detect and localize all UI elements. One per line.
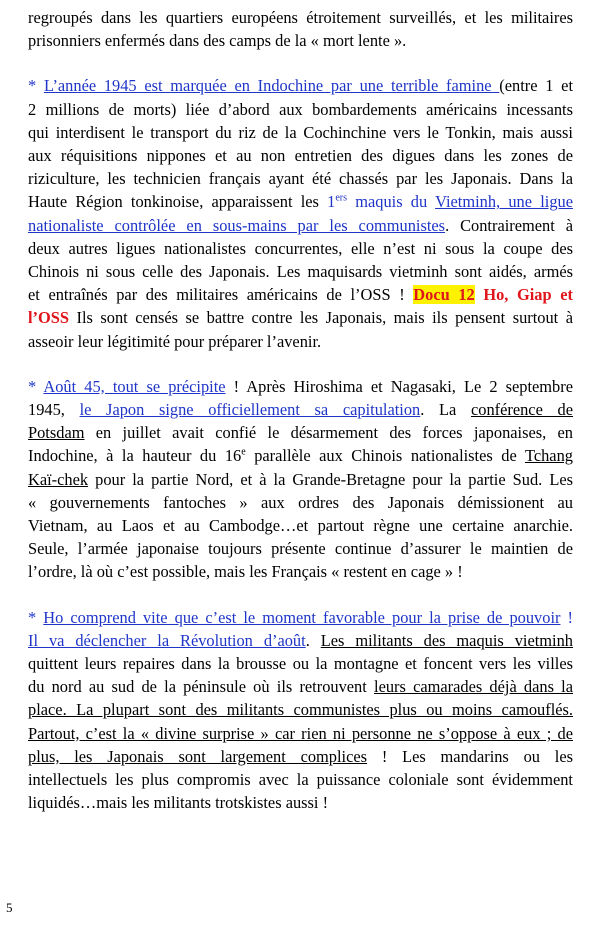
underlined-line: Partout, c’est la « divine surprise » car rien ni personne ne s’oppose à eux ; de bbox=[28, 723, 573, 743]
text-span: Indochine, à la hauteur du 16 bbox=[28, 446, 242, 466]
text-line bbox=[28, 306, 573, 329]
text-line: Seule, l’armée japonaise toujours présente continue d’assurer le maintien de bbox=[28, 539, 573, 559]
link-tchang-kai-chek[interactable]: Kaï-chek bbox=[28, 469, 89, 489]
bullet-star: * bbox=[28, 76, 44, 96]
link-communistes[interactable]: nationaliste contrôlée en sous-mains par les communistes bbox=[28, 215, 446, 235]
doc-reference-title: l’OSS bbox=[28, 308, 69, 328]
bullet-star: * bbox=[28, 376, 44, 396]
text-line: « gouvernements fantoches » aux ordres des Japonais démissionent au bbox=[28, 492, 573, 512]
text-line: l’ordre, là où c’est possible, mais les Français « restent en cage » ! bbox=[28, 562, 463, 582]
text-line: intellectuels les plus compromis avec la puissance coloniale sont évidemment bbox=[28, 770, 573, 790]
text-span: . bbox=[305, 630, 321, 650]
text-line: 2 millions de morts) liée d’abord aux bombardements américains incessants bbox=[28, 99, 573, 119]
page-number: 5 bbox=[6, 900, 13, 915]
text-line bbox=[28, 398, 573, 421]
text-line bbox=[28, 629, 573, 652]
link-conference-potsdam[interactable]: Potsdam bbox=[28, 423, 85, 443]
text-line bbox=[28, 214, 573, 237]
text-span: 1945, bbox=[28, 400, 80, 420]
text-span: ! bbox=[560, 607, 573, 627]
heading-link-aout-45[interactable]: Août 45, tout se précipite bbox=[43, 376, 226, 396]
text-span: (entre 1 et bbox=[499, 76, 574, 96]
link-tchang-kai-chek[interactable]: Tchang bbox=[524, 446, 573, 466]
text-line bbox=[28, 468, 573, 491]
text-span: Haute Région tonkinoise, apparaissent les bbox=[28, 192, 328, 212]
doc-reference-title: Ho, Giap et bbox=[474, 285, 573, 305]
text-line bbox=[28, 74, 573, 97]
text-line bbox=[28, 444, 573, 467]
text-span: Ils sont censés se battre contre les Japonais, mais ils pensent surtout à bbox=[69, 308, 573, 328]
heading-link-prise-de-pouvoir[interactable]: Ho comprend vite que c’est le moment favorable pour la prise de pouvoir bbox=[43, 607, 561, 627]
heading-link-famine[interactable]: L’année 1945 est marquée en Indochine par une bbox=[43, 76, 391, 96]
text-line bbox=[28, 190, 573, 213]
text-line: aux réquisitions nippones et au non entretien des digues dans les zones de bbox=[28, 146, 573, 166]
paragraph-intro bbox=[28, 6, 573, 52]
paragraph-revolution-aout bbox=[28, 606, 573, 815]
text-line: quittent leurs repaires dans la brousse ou la montagne et foncent vers les villes bbox=[28, 654, 573, 674]
text-span: ! Après Hiroshima et Nagasaki, Le 2 septembre bbox=[225, 376, 573, 396]
underlined-text: leurs camarades déjà dans la bbox=[374, 677, 573, 697]
text-line: qui interdisent le transport du riz de la Cochinchine vers le Tonkin, mais aussi bbox=[28, 122, 573, 142]
text-line bbox=[28, 745, 573, 768]
text-line: regroupés dans les quartiers européens étroitement surveillés, et les militaires bbox=[28, 8, 573, 27]
text-span: parallèle aux Chinois nationalistes de bbox=[245, 446, 525, 466]
text-span: en juillet avait confié le désarmement des forces japonaises, en bbox=[84, 423, 573, 443]
paragraph-famine bbox=[28, 74, 573, 352]
text-line: riziculture, les technicien français ayant été chassés par les Japonais. Dans la bbox=[28, 169, 573, 189]
text-line bbox=[28, 283, 573, 306]
text-span: ! Les mandarins ou les bbox=[367, 746, 573, 766]
text-span: pour la partie Nord, et à la Grande-Bretagne pour la partie Sud. Les bbox=[88, 469, 573, 489]
doc-reference-highlight: Docu 12 bbox=[413, 285, 475, 305]
text-span: du nord au sud de la péninsule où ils retrouvent bbox=[28, 677, 375, 697]
text-span: maquis du bbox=[347, 192, 436, 212]
bullet-star: * bbox=[28, 607, 44, 627]
link-terrible-famine[interactable]: terrible famine bbox=[391, 76, 500, 96]
text-line bbox=[28, 421, 573, 444]
text-line: Vietnam, au Laos et au Cambodge…et partout règne une certaine anarchie. bbox=[28, 516, 573, 536]
link-revolution-aout[interactable]: Il va déclencher la Révolution d’août bbox=[28, 630, 306, 650]
text-span: . La bbox=[420, 400, 471, 420]
text-span: et entraînés par des militaires américains de l’OSS ! bbox=[28, 285, 414, 305]
link-vietminh[interactable]: Vietminh, une ligue bbox=[435, 192, 573, 212]
underlined-text: plus, les Japonais sont largement complices bbox=[28, 746, 368, 766]
text-line bbox=[28, 375, 573, 398]
link-conference-potsdam[interactable]: conférence de bbox=[470, 400, 574, 420]
text-span: 1 bbox=[327, 192, 336, 212]
document-page bbox=[28, 6, 573, 837]
text-span: . Contrairement à bbox=[445, 215, 573, 235]
paragraph-aout-45 bbox=[28, 375, 573, 584]
underlined-text: Les militants des maquis vietminh bbox=[320, 630, 573, 650]
underlined-line: place. La plupart sont des militants communistes plus ou moins camouflés. bbox=[28, 700, 573, 720]
text-line: prisonniers enfermés dans des camps de la « mort lente ». bbox=[28, 31, 407, 51]
text-line: deux autres ligues nationalistes concurrentes, elle n’est ni sous la coupe des bbox=[28, 238, 573, 258]
text-line bbox=[28, 675, 573, 698]
text-line: liquidés…mais les militants trotskistes aussi ! bbox=[28, 793, 329, 813]
text-line: Chinois ni sous celle des Japonais. Les maquisards vietminh sont aidés, armés bbox=[28, 262, 573, 282]
text-line bbox=[28, 606, 573, 629]
text-line: asseoir leur légitimité pour préparer l’avenir. bbox=[28, 331, 322, 351]
link-capitulation[interactable]: le Japon signe officiellement sa capitulation bbox=[79, 400, 421, 420]
superscript: ers bbox=[335, 192, 348, 204]
superscript: e bbox=[241, 446, 246, 458]
